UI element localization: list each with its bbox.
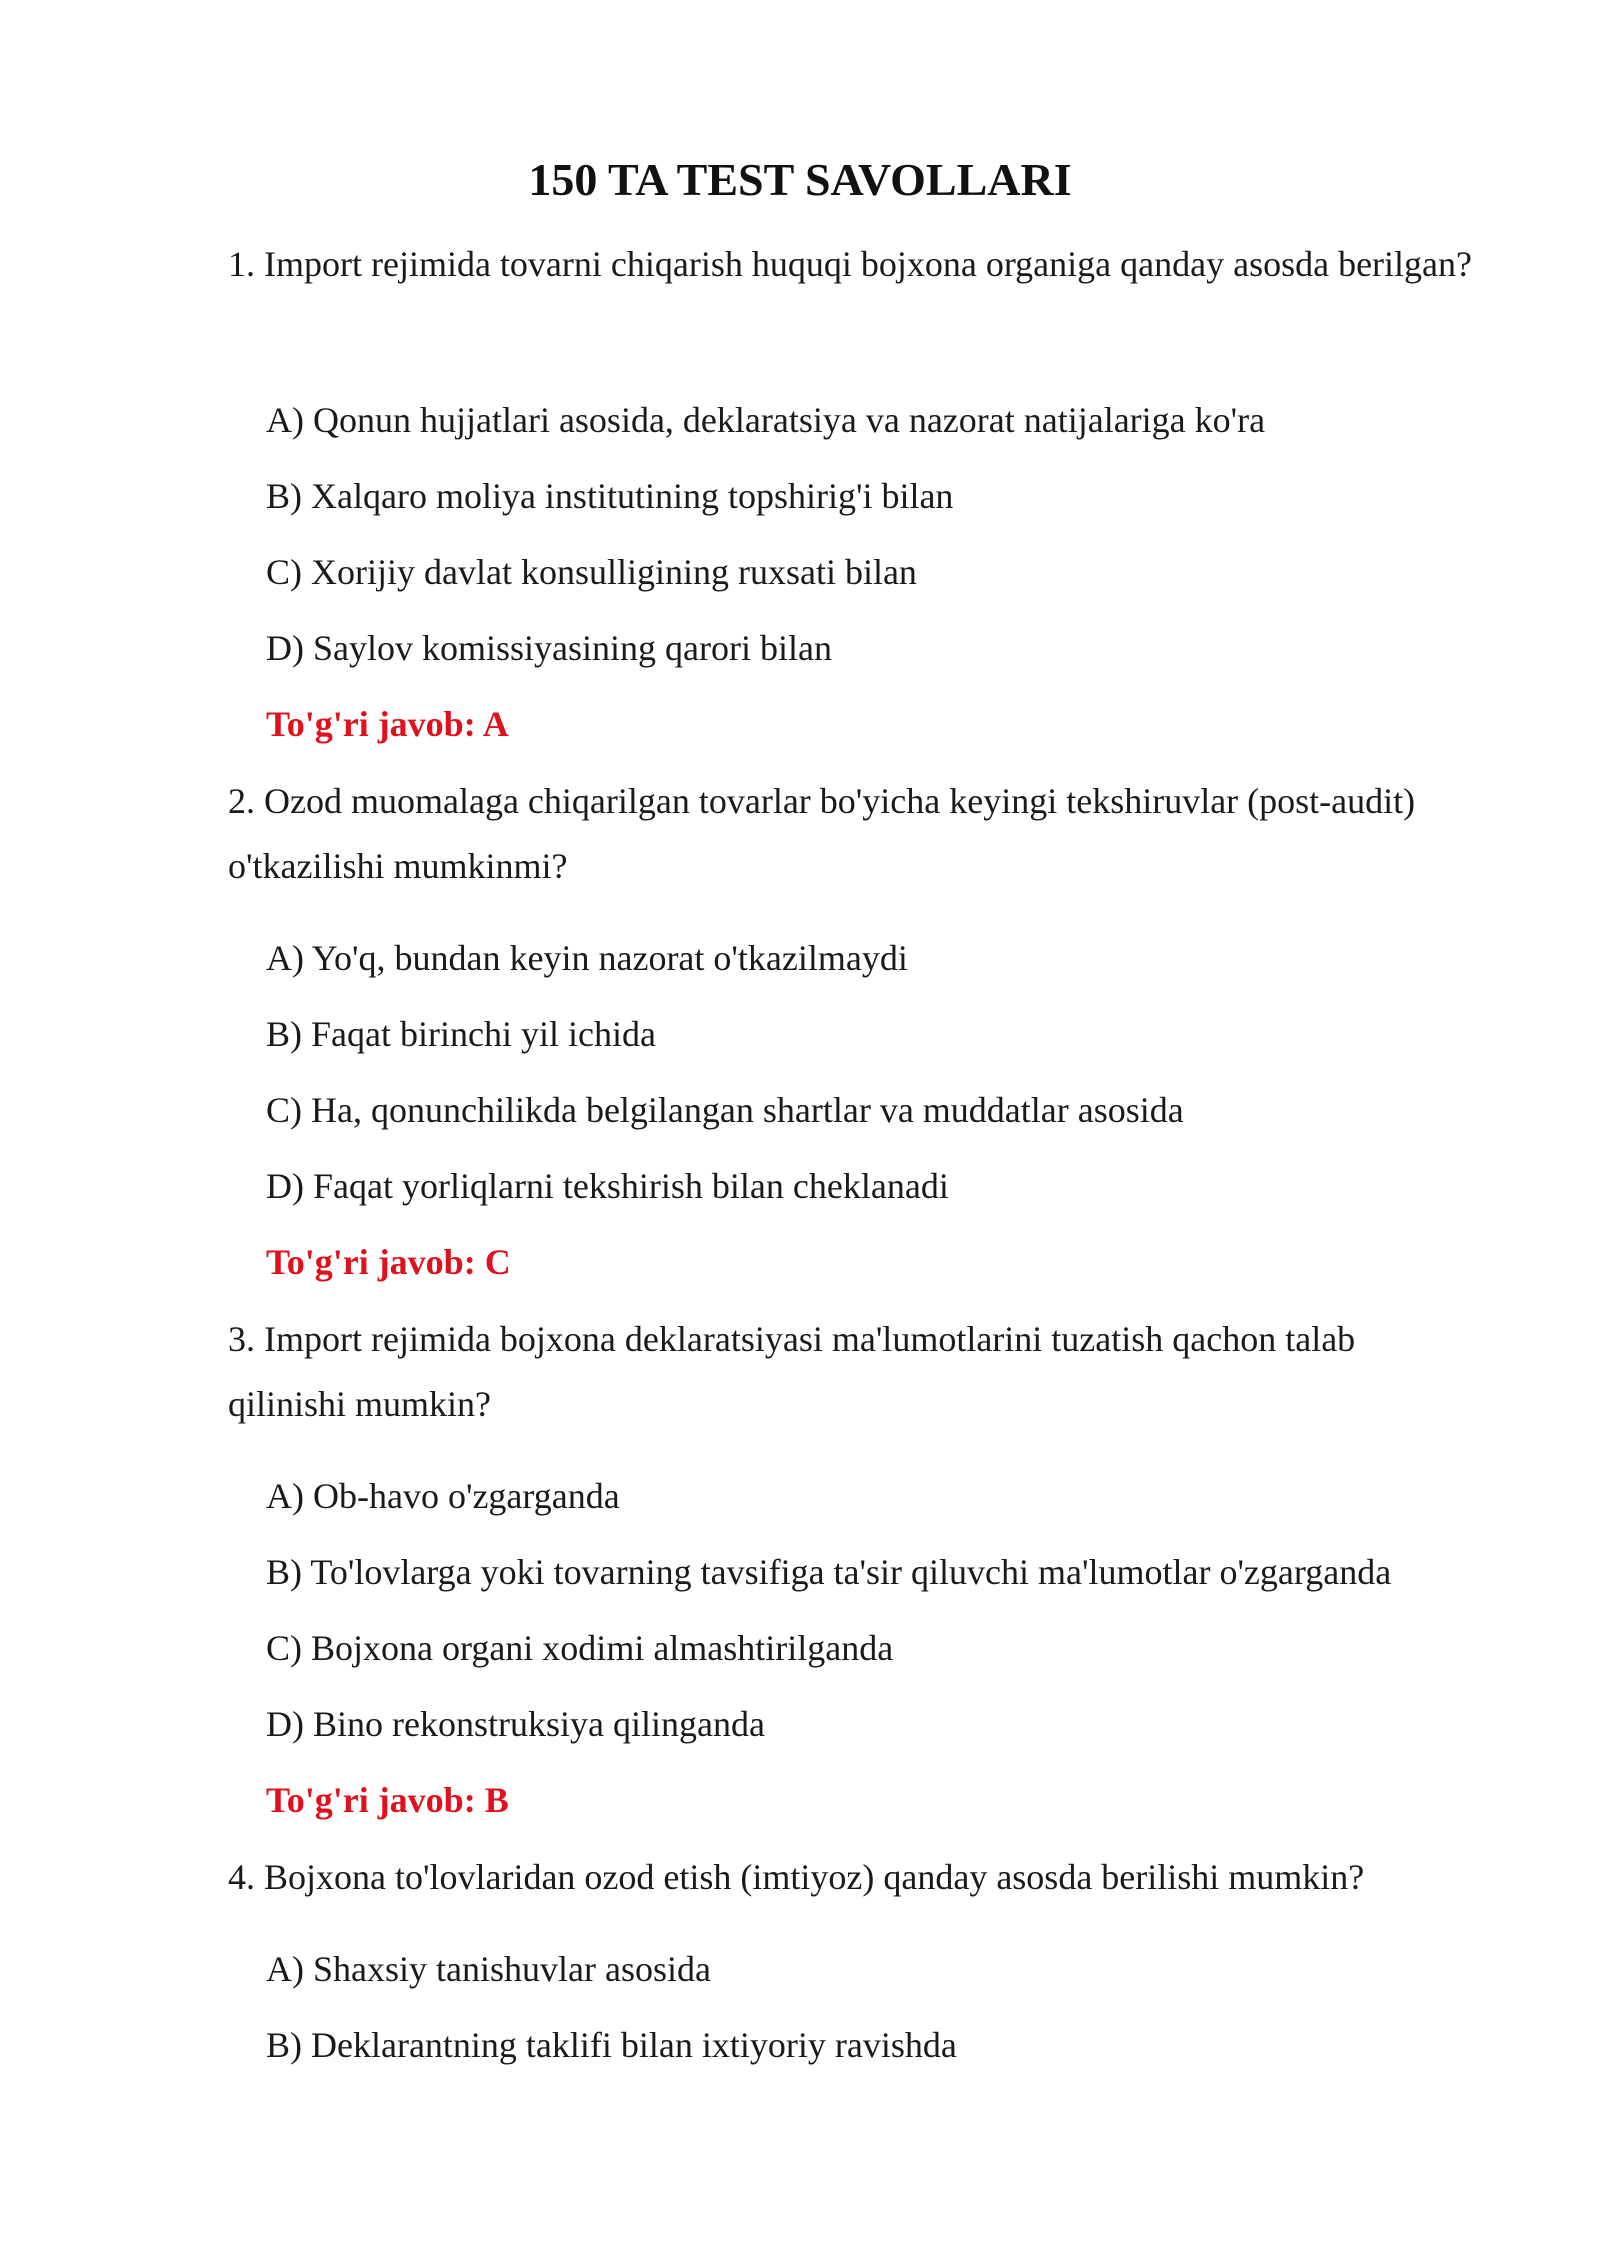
question-1-option-a: A) Qonun hujjatlari asosida, deklaratsiya va nazorat natijalariga ko'ra bbox=[266, 400, 1266, 440]
question-2-option-d: D) Faqat yorliqlarni tekshirish bilan cheklanadi bbox=[266, 1166, 949, 1206]
question-2-option-a: A) Yo'q, bundan keyin nazorat o'tkazilmaydi bbox=[266, 938, 908, 978]
question-3-option-d: D) Bino rekonstruksiya qilinganda bbox=[266, 1704, 765, 1744]
question-3-answer: To'g'ri javob: B bbox=[266, 1780, 509, 1820]
question-4-option-b: B) Deklarantning taklifi bilan ixtiyoriy ravishda bbox=[266, 2025, 957, 2065]
question-1-option-c: C) Xorijiy davlat konsulligining ruxsati bilan bbox=[266, 552, 917, 592]
question-1-option-b: B) Xalqaro moliya institutining topshirig'i bilan bbox=[266, 476, 954, 516]
question-1-text: 1. Import rejimida tovarni chiqarish huquqi bojxona organiga qanday asosda berilgan? bbox=[228, 244, 1473, 284]
question-3-option-b: B) To'lovlarga yoki tovarning tavsifiga ta'sir qiluvchi ma'lumotlar o'zgarganda bbox=[266, 1552, 1392, 1592]
page-title: 150 TA TEST SAVOLLARI bbox=[528, 154, 1072, 205]
question-1-option-d: D) Saylov komissiyasining qarori bilan bbox=[266, 628, 832, 668]
question-2-answer: To'g'ri javob: C bbox=[266, 1242, 511, 1282]
question-2-option-b: B) Faqat birinchi yil ichida bbox=[266, 1014, 656, 1054]
question-3-option-a: A) Ob-havo o'zgarganda bbox=[266, 1476, 620, 1516]
question-4-option-a: A) Shaxsiy tanishuvlar asosida bbox=[266, 1949, 711, 1989]
question-4-text: 4. Bojxona to'lovlaridan ozod etish (imtiyoz) qanday asosda berilishi mumkin? bbox=[228, 1857, 1365, 1897]
question-2-option-c: C) Ha, qonunchilikda belgilangan shartlar va muddatlar asosida bbox=[266, 1090, 1184, 1130]
question-1-answer: To'g'ri javob: A bbox=[266, 704, 509, 744]
question-2-text: 2. Ozod muomalaga chiqarilgan tovarlar bo'yicha keyingi tekshiruvlar (post-audit) o'tkazilishi mumkinmi? bbox=[228, 781, 1416, 886]
question-3-text: 3. Import rejimida bojxona deklaratsiyasi ma'lumotlarini tuzatish qachon talab qilinishi mumkin? bbox=[228, 1319, 1356, 1424]
question-3-option-c: C) Bojxona organi xodimi almashtirilganda bbox=[266, 1628, 894, 1668]
